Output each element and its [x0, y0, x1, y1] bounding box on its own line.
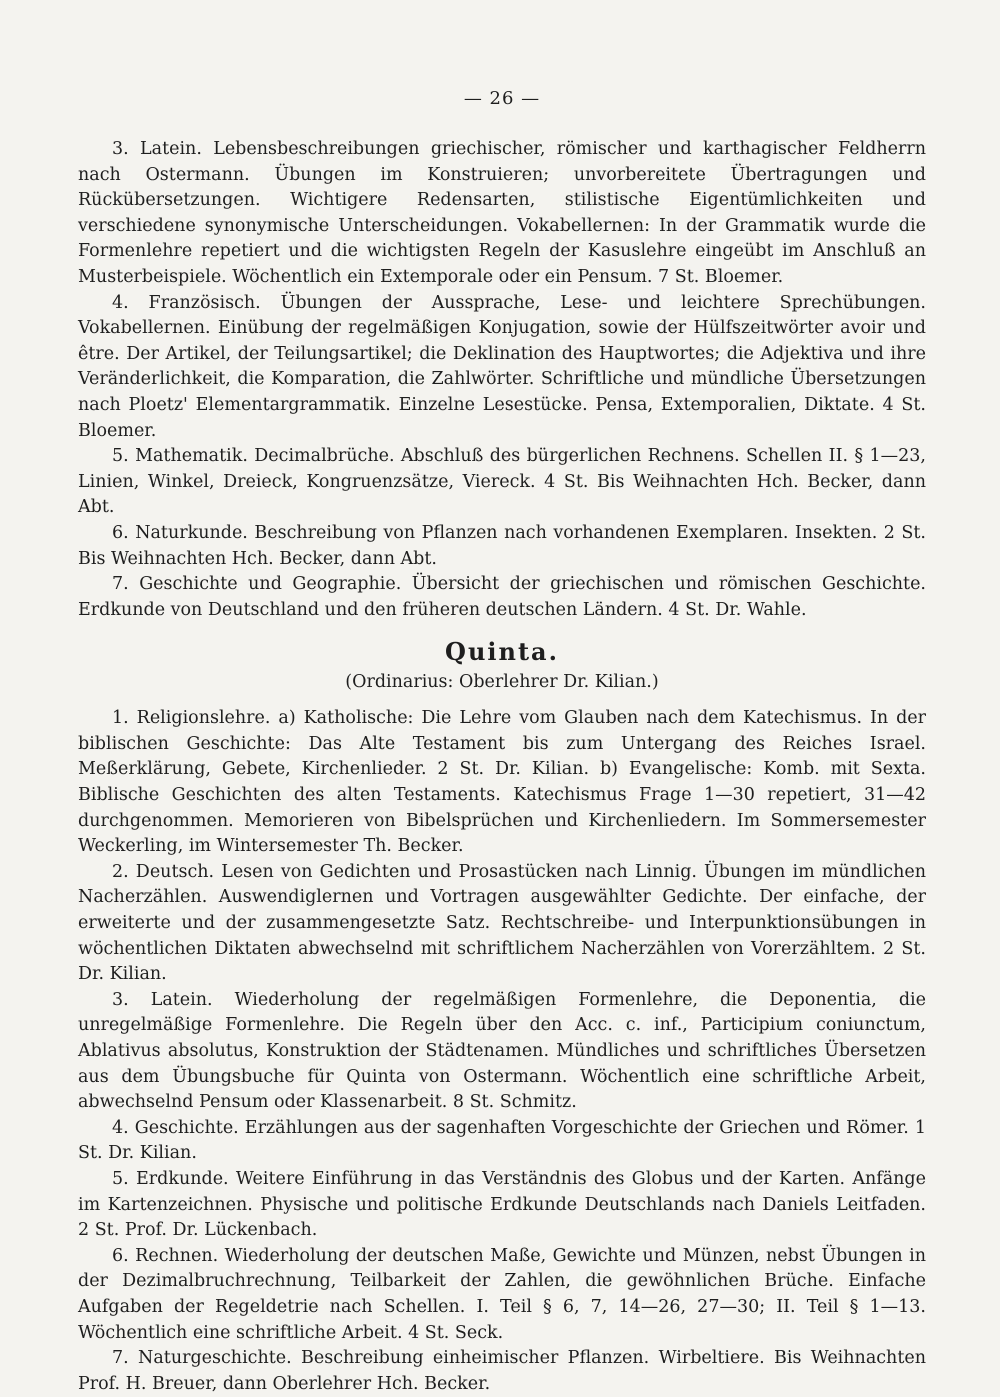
- section-title-quinta: Quinta.: [445, 637, 559, 667]
- paragraph-mathematics: 5. Mathematik. Decimalbrüche. Abschluß des bürgerlichen Rechnens. Schellen II. § 1—23, Linien, Winkel, Dreieck, Kongruenzsätze, Viereck. 4 St. Bis Weihnachten Hch. Becker, dann Abt.: [78, 446, 926, 518]
- paragraph-religion: 1. Religionslehre. a) Katholische: Die Lehre vom Glauben nach dem Katechismus. In der biblischen Geschichte: Das Alte Testament bis zum Untergang des Reiches Israel. Meßerklärung, Gebete, Kirchenlieder. 2 St. Dr. Kilian. b) Evangelische: Komb. mit Sexta. Biblische Geschichten des alten Testaments. Katechismus Frage 1—30 repetiert, 31—42 durchgenommen. Memorieren von Bibelsprüchen und Kirchenliedern. Im Sommersemester Weckerling, im Wintersemester Th. Becker.: [78, 708, 926, 857]
- section-subtitle-ordinarius: (Ordinarius: Oberlehrer Dr. Kilian.): [345, 672, 659, 693]
- paragraph-arithmetic: 6. Rechnen. Wiederholung der deutschen Maße, Gewichte und Münzen, nebst Übungen in der Dezimalbruchrechnung, Teilbarkeit der Zahlen, die gewöhnlichen Brüche. Einfache Aufgaben der Regeldetrie nach Schellen. I. Teil § 6, 7, 14—26, 27—30; II. Teil § 1—13. Wöchentlich eine schriftliche Arbeit. 4 St. Seck.: [78, 1245, 926, 1343]
- paragraph-french: 4. Französisch. Übungen der Aussprache, Lese- und leichtere Sprechübungen. Vokabellernen. Einübung der regelmäßigen Konjugation, sowie der Hülfszeitwörter avoir und être. Der Artikel, der Teilungsartikel; die Deklination des Hauptwortes; die Adjektiva und ihre Veränderlichkeit, die Komparation, die Zahlwörter. Schriftliche und mündliche Übersetzungen nach Ploetz' Elementargrammatik. Einzelne Lesestücke. Pensa, Extemporalien, Diktate. 4 St. Bloemer.: [78, 292, 926, 441]
- paragraph-german: 2. Deutsch. Lesen von Gedichten und Prosastücken nach Linnig. Übungen im mündlichen Nacherzählen. Auswendiglernen und Vortragen ausgewählter Gedichte. Der einfache, der erweiterte und der zusammengesetzte Satz. Rechtschreibe- und Interpunktionsübungen in wöchentlichen Diktaten abwechselnd mit schriftlichem Nacherzählen von Vorerzähltem. 2 St. Dr. Kilian.: [78, 861, 926, 985]
- paragraph-latin-sexta: 3. Latein. Lebensbeschreibungen griechischer, römischer und karthagischer Feldherrn nach Ostermann. Übungen im Konstruieren; unvorbereitete Übertragungen und Rückübersetzungen. Wichtigere Redensarten, stilistische Eigentümlichkeiten und verschiedene synonymische Unterscheidungen. Vokabellernen: In der Grammatik wurde die Formenlehre repetiert und die wichtigsten Regeln der Kasuslehre eingeübt im Anschluß an Musterbeispiele. Wöchentlich ein Extemporale oder ein Pensum. 7 St. Bloemer.: [78, 139, 926, 287]
- paragraph-geography: 5. Erdkunde. Weitere Einführung in das Verständnis des Globus und der Karten. Anfänge im Kartenzeichnen. Physische und politische Erdkunde Deutschlands nach Daniels Leitfaden. 2 St. Prof. Dr. Lückenbach.: [78, 1168, 926, 1241]
- paragraph-history: 4. Geschichte. Erzählungen aus der sagenhaften Vorgeschichte der Griechen und Römer. 1 St. Dr. Kilian.: [78, 1117, 926, 1164]
- document-page: [78, 88, 926, 1397]
- paragraph-naturkunde: 6. Naturkunde. Beschreibung von Pflanzen nach vorhandenen Exemplaren. Insekten. 2 St. Bis Weihnachten Hch. Becker, dann Abt.: [78, 522, 926, 569]
- paragraph-history-geography: 7. Geschichte und Geographie. Übersicht der griechischen und römischen Geschichte. Erdkunde von Deutschland und den früheren deutschen Ländern. 4 St. Dr. Wahle.: [78, 574, 926, 620]
- paragraph-natural-history: 7. Naturgeschichte. Beschreibung einheimischer Pflanzen. Wirbeltiere. Bis Weihnachten Prof. H. Breuer, dann Oberlehrer Hch. Becker.: [78, 1348, 926, 1394]
- page-number: — 26 —: [463, 88, 541, 109]
- paragraph-latin-quinta: 3. Latein. Wiederholung der regelmäßigen Formenlehre, die Deponentia, die unregelmäßige Formenlehre. Die Regeln über den Acc. c. inf., Participium coniunctum, Ablativus absolutus, Konstruktion der Städtenamen. Mündliches und schriftliches Übersetzen aus dem Übungsbuche für Quinta von Ostermann. Wöchentlich eine schriftliche Arbeit, abwechselnd Pensum oder Klassenarbeit. 8 St. Schmitz.: [78, 989, 926, 1113]
